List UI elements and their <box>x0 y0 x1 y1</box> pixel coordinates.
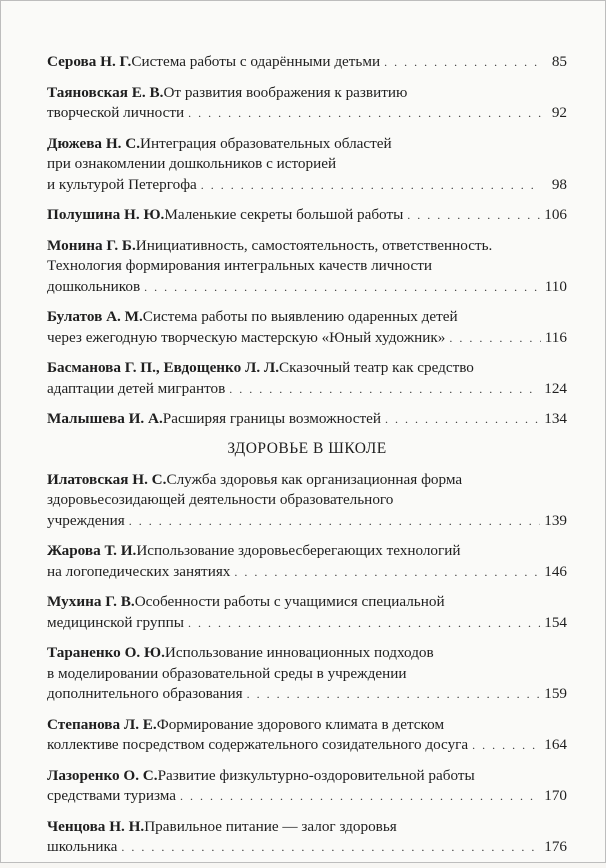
toc-entry-title-line: Правильное питание — залог здоровья <box>144 817 397 835</box>
toc-entry-title-line: через ежегодную творческую мастерскую «Юный художник» <box>47 328 446 346</box>
toc-entry-title-line: здоровьесозидающей деятельности образовательного <box>47 491 394 508</box>
dot-leader <box>129 511 540 532</box>
toc-entry-line <box>47 83 567 104</box>
toc-entry-author: Дюжева Н. С. <box>47 134 140 152</box>
toc-entry-author: Илатовская Н. С. <box>47 470 167 488</box>
toc-entry[interactable] <box>47 83 567 124</box>
toc-entry-author: Булатов А. М. <box>47 308 143 325</box>
toc-entry[interactable] <box>47 643 567 705</box>
toc-entry[interactable] <box>47 236 567 298</box>
toc-entry-line <box>47 154 567 175</box>
toc-entry[interactable] <box>47 358 567 399</box>
toc-entry-title-line: Интеграция образовательных областей <box>140 134 392 152</box>
toc-entry-line <box>47 786 567 807</box>
toc-entry-line <box>47 715 567 736</box>
toc-entry-page-number: 92 <box>551 104 567 121</box>
toc-entry-line <box>47 328 567 349</box>
toc-entry-title-line: медицинской группы <box>47 613 184 631</box>
toc-entry-author: Полушина Н. Ю. <box>47 206 165 223</box>
toc-entry-line <box>47 541 567 562</box>
toc-entry-line <box>47 592 567 613</box>
dot-leader <box>384 52 541 73</box>
toc-entry-title-line: Расширяя границы возможностей <box>162 410 381 427</box>
toc-entry-title-line: творческой личности <box>47 104 185 121</box>
toc-entry-title-line: в моделировании образовательной среды в учреждении <box>47 664 407 682</box>
toc-entry-author: Серова Н. Г. <box>47 53 132 70</box>
toc-entry-title-line: средствами туризма <box>47 787 177 804</box>
toc-entry-line <box>47 735 567 756</box>
toc-entry-author: Ченцова Н. Н. <box>47 817 145 835</box>
toc-entry-line <box>47 664 567 685</box>
toc-entry-title-line: адаптации детей мигрантов <box>47 379 226 397</box>
dot-leader <box>121 837 540 858</box>
toc-entry[interactable] <box>47 52 567 73</box>
toc-entry-author: Жарова Т. И. <box>47 542 137 559</box>
toc-entry-page-number: 110 <box>544 277 567 295</box>
toc-entry[interactable] <box>47 134 567 196</box>
toc-entry[interactable] <box>47 409 567 430</box>
toc-entry-title-line: Особенности работы с учащимися специальной <box>134 593 445 610</box>
dot-leader <box>188 103 541 124</box>
toc-entry-line <box>47 134 567 155</box>
toc-entry-page-number: 124 <box>544 379 567 397</box>
toc-entry[interactable] <box>47 715 567 756</box>
toc-entry-page-number: 154 <box>544 613 567 631</box>
toc-entry-line <box>47 643 567 664</box>
toc-entry[interactable] <box>47 766 567 807</box>
toc-entry-title-line: Формирование здорового климата в детском <box>156 715 445 733</box>
toc-entry-author: Басманова Г. П., Евдощенко Л. Л. <box>47 359 280 376</box>
toc-entry-line <box>47 256 567 277</box>
toc-entry-page-number: 164 <box>544 736 567 753</box>
toc-entry-page-number: 146 <box>544 562 567 580</box>
toc-entry-line <box>47 175 567 196</box>
toc-entry-title-line: Инициативность, самостоятельность, ответственность. <box>135 236 493 254</box>
toc-entry-page-number: 134 <box>544 410 567 427</box>
toc-entry-page-number: 139 <box>544 511 567 529</box>
toc-entry-title-line: на логопедических занятиях <box>47 562 231 580</box>
toc-entry-title-line: Использование инновационных подходов <box>164 644 434 661</box>
dot-leader <box>188 613 540 634</box>
toc-entry-line <box>47 490 567 511</box>
toc-entry-line <box>47 817 567 838</box>
toc-entry-line <box>47 613 567 634</box>
toc-entry-title-line: Технология формирования интегральных качеств личности <box>47 257 433 274</box>
toc-entry-line <box>47 837 567 858</box>
dot-leader <box>472 735 540 756</box>
dot-leader <box>449 328 540 349</box>
toc-entry[interactable] <box>47 470 567 532</box>
toc-entry-page-number: 176 <box>544 838 567 855</box>
toc-entry-line <box>47 307 567 328</box>
toc-entry-line <box>47 277 567 298</box>
toc-entry[interactable] <box>47 817 567 858</box>
dot-leader <box>144 277 541 298</box>
toc-entry[interactable] <box>47 541 567 582</box>
toc-entry-title-line: дополнительного образования <box>47 685 243 702</box>
dot-leader <box>407 205 540 226</box>
toc-entry-line <box>47 511 567 532</box>
toc-entry-title-line: учреждения <box>47 511 125 529</box>
toc-entry-title-line: Система работы по выявлению одаренных детей <box>142 308 458 325</box>
dot-leader <box>247 684 541 705</box>
toc-entry-author: Лазоренко О. С. <box>47 766 158 784</box>
toc-entry-line <box>47 562 567 583</box>
toc-entry-line <box>47 205 567 226</box>
toc-entry-title-line: Сказочный театр как средство <box>279 359 474 376</box>
toc-entry[interactable] <box>47 307 567 348</box>
dot-leader <box>201 175 541 196</box>
toc-entry-line <box>47 470 567 491</box>
toc-entry-title-line: и культурой Петергофа <box>47 175 197 193</box>
toc-entry-line <box>47 52 567 73</box>
toc-entry-author: Степанова Л. Е. <box>47 715 157 733</box>
toc-entry-author: Малышева И. А. <box>47 410 163 427</box>
section-heading: ЗДОРОВЬЕ В ШКОЛЕ <box>227 439 387 457</box>
toc-entry-author: Таяновская Е. В. <box>47 83 164 101</box>
toc-entry-page-number: 159 <box>544 685 567 702</box>
toc-entry-line <box>47 103 567 124</box>
toc-entry-title-line: школьника <box>47 838 118 855</box>
toc-entry-title-line: Развитие физкультурно-оздоровительной работы <box>157 766 475 784</box>
toc-entry-title-line: Маленькие секреты большой работы <box>164 206 404 223</box>
toc-entry-title-line: Система работы с одарёнными детьми <box>131 53 381 70</box>
toc-entry-title-line: От развития воображения к развитию <box>163 83 408 101</box>
toc-entry[interactable] <box>47 205 567 226</box>
table-of-contents <box>47 52 567 868</box>
toc-entry-author: Тараненко О. Ю. <box>47 644 165 661</box>
toc-entry-page-number: 98 <box>551 175 567 193</box>
dot-leader <box>180 786 540 807</box>
dot-leader <box>385 409 540 430</box>
toc-entry-title-line: Служба здоровья как организационная форма <box>166 470 463 488</box>
toc-entry-line <box>47 358 567 379</box>
toc-entry-line <box>47 409 567 430</box>
toc-entry-line <box>47 236 567 257</box>
toc-entry-author: Мухина Г. В. <box>47 593 135 610</box>
toc-entry-author: Монина Г. Б. <box>47 236 136 254</box>
toc-entry-line <box>47 766 567 787</box>
toc-entry[interactable] <box>47 592 567 633</box>
toc-entry-title-line: при ознакомлении дошкольников с историей <box>47 155 337 172</box>
toc-entry-page-number: 116 <box>544 328 567 346</box>
toc-entry-page-number: 85 <box>551 53 567 70</box>
dot-leader <box>234 562 540 583</box>
toc-entry-line <box>47 684 567 705</box>
toc-entry-title-line: Использование здоровьесберегающих технологий <box>136 542 461 559</box>
toc-entry-title-line: коллективе посредством содержательного созидательного досуга <box>47 736 469 753</box>
toc-entry-page-number: 106 <box>544 206 567 223</box>
dot-leader <box>229 379 540 400</box>
toc-entry-line <box>47 379 567 400</box>
toc-entry-page-number: 170 <box>544 787 567 804</box>
toc-entry-title-line: дошкольников <box>47 277 141 295</box>
